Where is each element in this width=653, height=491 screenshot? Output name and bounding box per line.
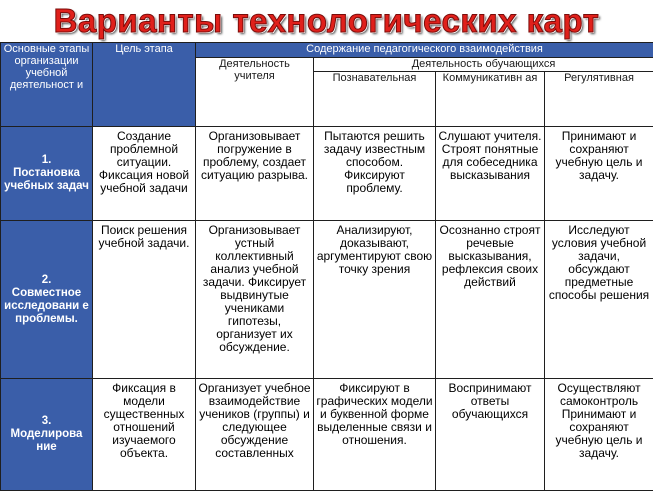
communicative-cell: Осознанно строят речевые высказывания, рефлексия своих действий xyxy=(436,221,545,379)
regulative-cell: Принимают и сохраняют учебную цель и задачу. xyxy=(545,127,653,221)
header-regulative: Регулятивная xyxy=(545,72,653,127)
communicative-cell: Воспринимают ответы обучающихся xyxy=(436,379,545,491)
header-students: Деятельность обучающихся xyxy=(314,58,653,72)
header-teacher: Деятельность учителя xyxy=(196,58,314,127)
header-stages: Основные этапы организации учебной деятельност и xyxy=(1,43,93,127)
stage-number: 1. xyxy=(3,154,90,167)
regulative-cell: Исследуют условия учебной задачи, обсуждают предметные способы решения xyxy=(545,221,653,379)
table-row xyxy=(1,221,653,379)
technology-map-table xyxy=(0,42,653,491)
communicative-cell: Слушают учителя. Строят понятные для собеседника высказывания xyxy=(436,127,545,221)
stage-cell xyxy=(1,379,93,491)
cognitive-cell: Фиксируют в графических модели и буквенной форме выделенные связи и отношения. xyxy=(314,379,436,491)
page-title: Варианты технологических карт xyxy=(0,0,653,42)
stage-cell xyxy=(1,221,93,379)
stage-cell xyxy=(1,127,93,221)
goal-cell: Поиск решения учебной задачи. xyxy=(93,221,196,379)
stage-number: 2. xyxy=(3,274,90,287)
header-communicative: Коммуникативн ая xyxy=(436,72,545,127)
teacher-cell: Организовывает устный коллективный анализ учебной задачи. Фиксирует выдвинутые учениками гипотезы, организует их обсуждение. xyxy=(196,221,314,379)
goal-cell: Создание проблемной ситуации. Фиксация новой учебной задачи xyxy=(93,127,196,221)
regulative-cell: Осуществляют самоконтроль Принимают и сохраняют учебную цель и задачу. xyxy=(545,379,653,491)
goal-cell: Фиксация в модели существенных отношений изучаемого объекта. xyxy=(93,379,196,491)
header-cognitive: Познавательная xyxy=(314,72,436,127)
stage-name: Постановка учебных задач xyxy=(4,167,89,192)
header-goal: Цель этапа xyxy=(93,43,196,127)
header-content: Содержание педагогического взаимодействия xyxy=(196,43,653,58)
cognitive-cell: Анализируют, доказывают, аргументируют свою точку зрения xyxy=(314,221,436,379)
table-row xyxy=(1,379,653,491)
teacher-cell: Организует учебное взаимодействие учеников (группы) и следующее обсуждение составленных xyxy=(196,379,314,491)
cognitive-cell: Пытаются решить задачу известным способом. Фиксируют проблему. xyxy=(314,127,436,221)
stage-number: 3. xyxy=(3,415,90,428)
stage-name: Совместное исследовани е проблемы. xyxy=(4,287,89,325)
teacher-cell: Организовывает погружение в проблему, создает ситуацию разрыва. xyxy=(196,127,314,221)
table-row xyxy=(1,127,653,221)
stage-name: Моделирова ние xyxy=(11,428,83,453)
